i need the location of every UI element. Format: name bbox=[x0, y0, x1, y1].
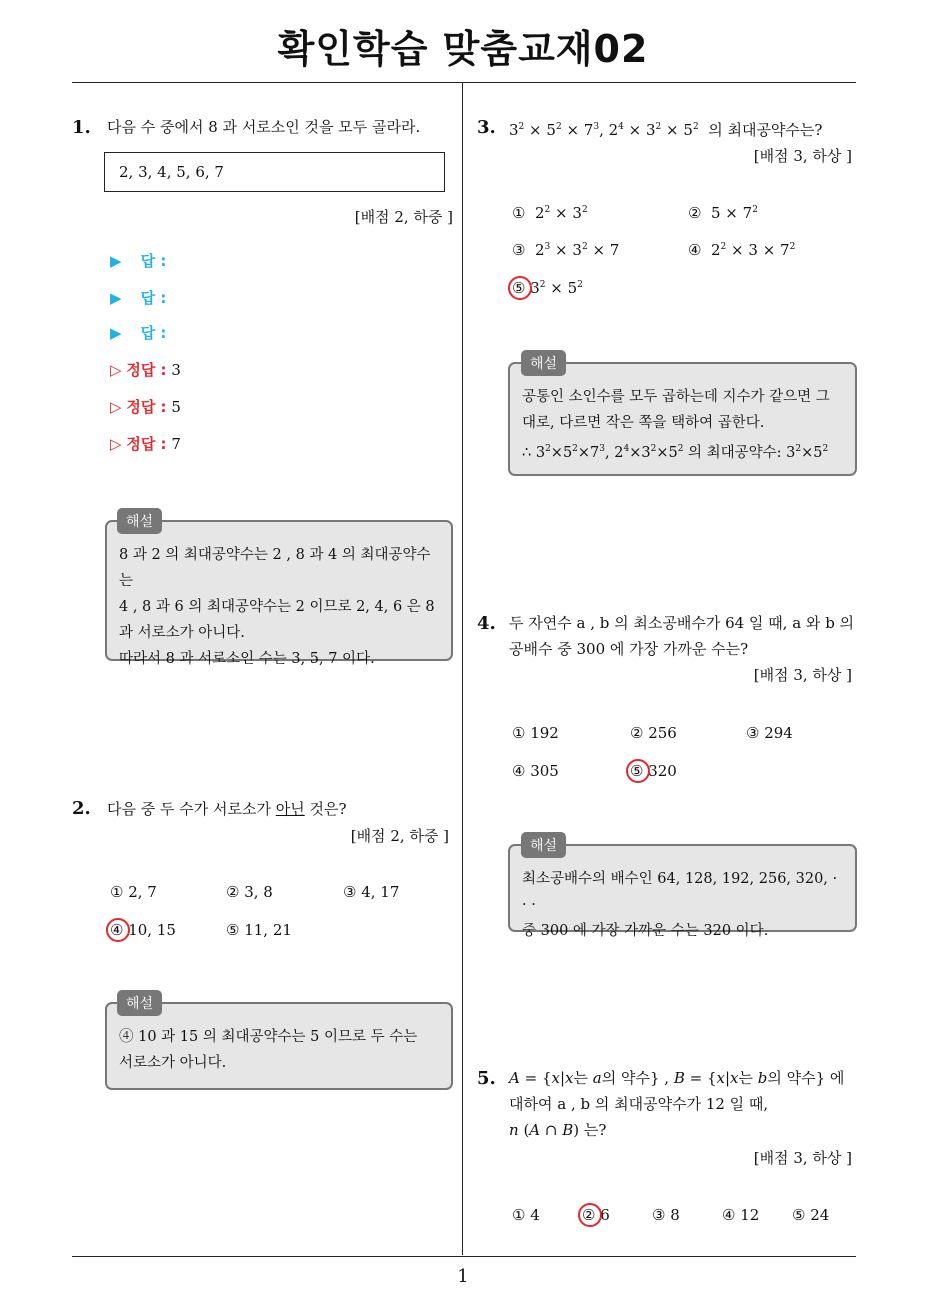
q5-meta: [배점 3, 하상 ] bbox=[753, 1149, 852, 1167]
expl-line: 대로, 다르면 작은 쪽을 택하여 곱한다. bbox=[522, 415, 765, 431]
q4-explanation-tag: 해설 bbox=[521, 832, 566, 858]
q4-number: 4. bbox=[477, 613, 496, 634]
q3-choice-1[interactable]: ① $2^2 \times 3^2$ bbox=[512, 204, 588, 222]
q1-answer-line bbox=[110, 250, 166, 271]
q3-choice-4[interactable]: ④ $2^2 \times 3 \times 7^2$ bbox=[688, 241, 796, 259]
q1-correct-line bbox=[110, 433, 181, 454]
expl-line: 서로소가 아니다. bbox=[119, 1055, 227, 1071]
choice-mark: ④ bbox=[688, 241, 702, 259]
answer-label: 답 : bbox=[140, 289, 167, 307]
q4-choice-1[interactable]: ① 192 bbox=[512, 724, 559, 742]
q2-choice-5[interactable]: ⑤ 11, 21 bbox=[226, 921, 292, 939]
q5-text bbox=[509, 1065, 859, 1143]
q2-text-part: 다음 중 두 수가 서로소가 bbox=[107, 800, 276, 818]
expl-line: ④ 10 과 15 의 최대공약수는 5 이므로 두 수는 bbox=[119, 1029, 418, 1045]
answer-label: 답 : bbox=[140, 324, 167, 342]
expl-line: 중 300 에 가장 가까운 수는 320 이다. bbox=[522, 923, 769, 939]
q2-explanation-tag: 해설 bbox=[117, 990, 162, 1016]
q1-number: 1. bbox=[72, 117, 91, 138]
q2-number: 2. bbox=[72, 798, 91, 819]
q5-text-line-formula: n (A ∩ B) 는? bbox=[509, 1121, 607, 1139]
q4-choice-4[interactable]: ④ 305 bbox=[512, 762, 559, 780]
expl-line: 8 과 2 의 최대공약수는 2 , 8 과 4 의 최대공약수는 bbox=[119, 547, 431, 589]
expl-line: 최소공배수의 배수인 64, 128, 192, 256, 320, · · · bbox=[522, 871, 838, 913]
q5-choice-5[interactable]: ⑤ 24 bbox=[792, 1206, 830, 1224]
selected-answer-circle bbox=[106, 918, 130, 942]
correct-value: 7 bbox=[171, 435, 181, 453]
q4-text bbox=[509, 610, 859, 662]
q3-meta: [배점 3, 하상 ] bbox=[753, 147, 852, 165]
q2-meta: [배점 2, 하중 ] bbox=[350, 827, 449, 845]
answer-marker-icon: ▶ bbox=[110, 252, 122, 270]
answer-marker-icon: ▶ bbox=[110, 324, 122, 342]
choice-mark: ③ bbox=[512, 241, 526, 259]
q4-meta: [배점 3, 하상 ] bbox=[753, 666, 852, 684]
q4-choice-3[interactable]: ③ 294 bbox=[746, 724, 793, 742]
expl-line: 따라서 8 과 서로소인 수는 3, 5, 7 이다. bbox=[119, 651, 375, 667]
header-rule bbox=[72, 82, 856, 83]
q1-explanation-tag: 해설 bbox=[117, 508, 162, 534]
expl-line: 과 서로소가 아니다. bbox=[119, 625, 245, 641]
q2-choice-4[interactable]: ④ 10, 15 bbox=[110, 921, 176, 939]
correct-value: 3 bbox=[171, 361, 181, 379]
q3-text: $3^2 \times 5^2 \times 7^3$, $2^4 \times 3^2 \times 5^2$ 의 최대공약수는? bbox=[509, 121, 823, 139]
q5-choice-3[interactable]: ③ 8 bbox=[652, 1206, 680, 1224]
expl-line: 4 , 8 과 6 의 최대공약수는 2 이므로 2, 4, 6 은 8 bbox=[119, 599, 435, 615]
q5-choice-1[interactable]: ① 4 bbox=[512, 1206, 540, 1224]
choice-mark: ⑤ bbox=[512, 279, 526, 297]
q2-choice-2[interactable]: ② 3, 8 bbox=[226, 883, 273, 901]
q2-text-part: 것은? bbox=[304, 800, 347, 818]
q5-choice-4[interactable]: ④ 12 bbox=[722, 1206, 760, 1224]
correct-marker-icon: ▷ bbox=[110, 435, 122, 453]
page-number: 1 bbox=[457, 1266, 469, 1287]
selected-answer-circle bbox=[578, 1203, 602, 1227]
correct-marker-icon: ▷ bbox=[110, 361, 122, 379]
q3-choice-5[interactable]: ⑤ $3^2 \times 5^2$ bbox=[512, 279, 583, 297]
correct-value: 5 bbox=[171, 398, 181, 416]
q1-correct-line bbox=[110, 359, 181, 380]
q3-choice-3[interactable]: ③ $2^3 \times 3^2 \times 7$ bbox=[512, 241, 620, 259]
choice-mark: ① bbox=[512, 204, 526, 222]
page-title: 확인학습 맞춤교재02 bbox=[277, 27, 649, 71]
q1-meta: [배점 2, 하중 ] bbox=[354, 208, 453, 226]
correct-label: 정답 : bbox=[126, 361, 167, 379]
correct-label: 정답 : bbox=[126, 398, 167, 416]
q1-explanation bbox=[105, 520, 453, 667]
q3-choice-2[interactable]: ② $5 \times 7^2$ bbox=[688, 204, 758, 222]
answer-marker-icon: ▶ bbox=[110, 289, 122, 307]
q5-choice-2[interactable]: ② 6 bbox=[582, 1206, 610, 1224]
expl-line-formula: ∴ $3^2\times 5^2\times 7^3$, $2^4\times 3^2\times 5^2$ 의 최대공약수: $3^2\times 5^2$ bbox=[522, 444, 829, 461]
q5-text-line: 대하여 a , b 의 최대공약수가 12 일 때, bbox=[509, 1095, 769, 1113]
q3-explanation-tag: 해설 bbox=[521, 350, 566, 376]
q1-text: 다음 수 중에서 8 과 서로소인 것을 모두 골라라. bbox=[107, 118, 421, 136]
q4-choice-5[interactable]: ⑤ 320 bbox=[630, 762, 677, 780]
answer-label: 답 : bbox=[140, 252, 167, 270]
q2-text-underlined: 아닌 bbox=[275, 800, 305, 818]
selected-answer-circle bbox=[508, 276, 532, 300]
q4-text-line: 공배수 중 300 에 가장 가까운 수는? bbox=[509, 640, 749, 658]
q3-number: 3. bbox=[477, 117, 496, 138]
q2-choice-3[interactable]: ③ 4, 17 bbox=[343, 883, 400, 901]
q2-text bbox=[107, 796, 347, 822]
q4-text-line: 두 자연수 a , b 의 최소공배수가 64 일 때, a 와 b 의 bbox=[509, 614, 855, 632]
q5-text-line-sets: A = {x|x는 a의 약수} , B = {x|x는 b의 약수} 에 bbox=[509, 1069, 845, 1087]
footer-rule bbox=[72, 1256, 856, 1257]
q1-answer-line bbox=[110, 287, 166, 308]
q5-number: 5. bbox=[477, 1068, 496, 1089]
q3-explanation bbox=[508, 362, 857, 476]
q1-number-box: 2, 3, 4, 5, 6, 7 bbox=[104, 152, 445, 192]
q2-choice-1[interactable]: ① 2, 7 bbox=[110, 883, 157, 901]
selected-answer-circle bbox=[626, 759, 650, 783]
q1-answer-line bbox=[110, 322, 166, 343]
correct-label: 정답 : bbox=[126, 435, 167, 453]
q4-choice-2[interactable]: ② 256 bbox=[630, 724, 677, 742]
column-divider bbox=[462, 83, 463, 1255]
choice-mark: ② bbox=[688, 204, 702, 222]
correct-marker-icon: ▷ bbox=[110, 398, 122, 416]
q1-correct-line bbox=[110, 396, 181, 417]
expl-line: 공통인 소인수를 모두 곱하는데 지수가 같으면 그 bbox=[522, 389, 830, 405]
